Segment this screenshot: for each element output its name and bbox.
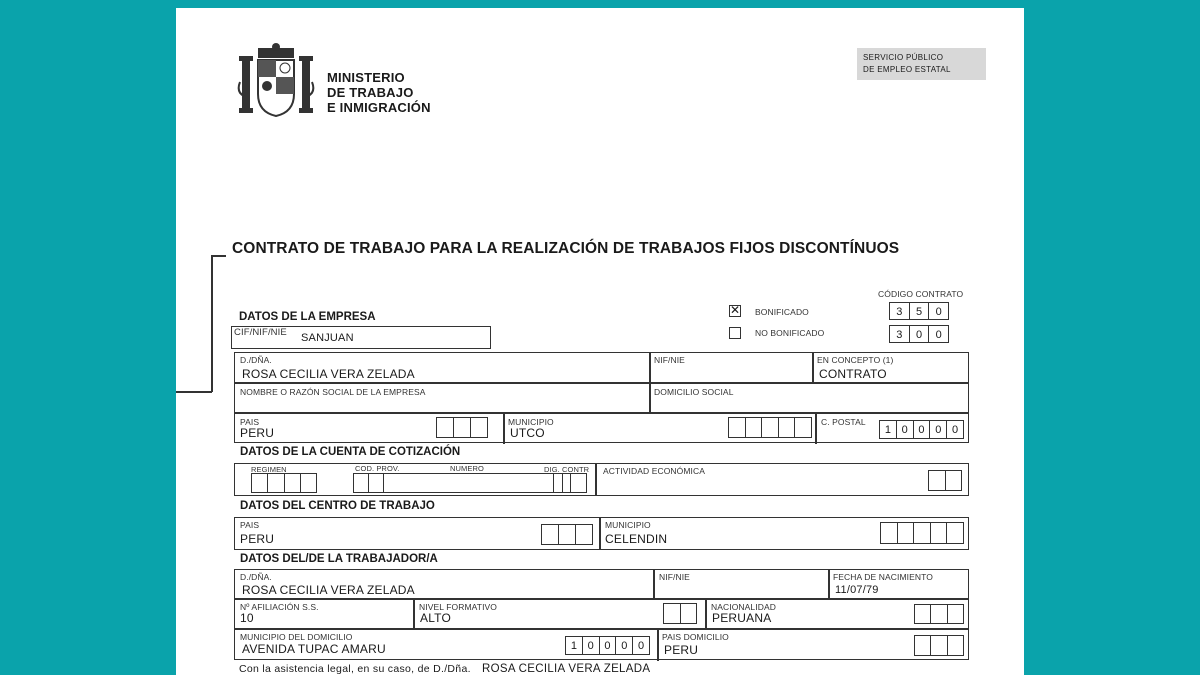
- pais-label: PAIS: [240, 417, 260, 427]
- codprov-label: COD. PROV.: [355, 464, 400, 473]
- coat-of-arms-icon: [236, 42, 316, 126]
- nivel-boxes[interactable]: [663, 603, 697, 624]
- divider: [235, 382, 968, 384]
- cif-label: CIF/NIF/NIE: [234, 327, 287, 338]
- divider: [705, 598, 707, 628]
- concepto-value[interactable]: CONTRATO: [819, 367, 887, 381]
- afiliacion-label: Nº AFILIACIÓN S.S.: [240, 602, 319, 612]
- section-trabajador-title: DATOS DEL/DE LA TRABAJADOR/A: [240, 553, 438, 565]
- nivel-formativo-value[interactable]: ALTO: [420, 611, 452, 625]
- empresa-municipio-value[interactable]: UTCO: [510, 426, 545, 440]
- divider: [812, 353, 814, 382]
- digit: 3: [890, 326, 910, 342]
- document-page: [176, 8, 1024, 675]
- asistencia-prefix: Con la asistencia legal, en su caso, de D./Dña.: [239, 663, 471, 675]
- digit: 0: [583, 637, 600, 654]
- section-cotizacion-title: DATOS DE LA CUENTA DE COTIZACIÓN: [240, 446, 461, 458]
- nacionalidad-value[interactable]: PERUANA: [712, 611, 772, 625]
- digit: 0: [638, 640, 645, 652]
- trab-dna-value[interactable]: ROSA CECILIA VERA ZELADA: [242, 583, 415, 597]
- concepto-label: EN CONCEPTO (1): [817, 355, 894, 365]
- empresa-dna-value[interactable]: ROSA CECILIA VERA ZELADA: [242, 367, 415, 381]
- section-centro-title: DATOS DEL CENTRO DE TRABAJO: [240, 500, 435, 512]
- pais-domicilio-label: PAIS DOMICILIO: [662, 632, 729, 642]
- digit: 0: [914, 421, 931, 438]
- domicilio-social-label: DOMICILIO SOCIAL: [654, 387, 734, 397]
- numero-label: NUMERO: [450, 464, 484, 473]
- actividad-boxes[interactable]: [928, 470, 962, 491]
- nif-label: NIF/NIE: [654, 355, 685, 365]
- ministry-line-2: DE TRABAJO: [327, 85, 414, 100]
- centro-pais-value[interactable]: PERU: [240, 532, 275, 546]
- actividad-label: ACTIVIDAD ECONÓMICA: [603, 466, 706, 476]
- digit: 0: [600, 637, 617, 654]
- cif-value: SANJUAN: [301, 332, 354, 344]
- digcontr-boxes[interactable]: [553, 473, 587, 493]
- dna-label: D./DÑA.: [240, 355, 272, 365]
- municipio-code-boxes[interactable]: [728, 417, 812, 438]
- pais-domicilio-value[interactable]: PERU: [664, 643, 699, 657]
- no-bonificado-checkbox[interactable]: [729, 327, 741, 339]
- divider: [653, 570, 655, 598]
- divider: [413, 598, 415, 628]
- asistencia-line: [239, 663, 650, 675]
- codigo-bonificado-digits[interactable]: [889, 302, 949, 320]
- digit: 0: [616, 637, 633, 654]
- divider: [649, 382, 651, 412]
- centro-municipio-boxes[interactable]: [880, 522, 964, 544]
- ministry-line-1: MINISTERIO: [327, 70, 405, 85]
- service-badge: [857, 48, 986, 80]
- page-title: CONTRATO DE TRABAJO PARA LA REALIZACIÓN DE TRABAJOS FIJOS DISCONTÍNUOS: [232, 240, 900, 257]
- bonificado-checkbox[interactable]: ✕: [730, 303, 741, 317]
- trab-nif-label: NIF/NIE: [659, 572, 690, 582]
- digit: 0: [910, 326, 930, 342]
- ministry-line-3: E INMIGRACIÓN: [327, 100, 431, 115]
- divider: [235, 598, 968, 600]
- fecha-nacimiento-label: FECHA DE NACIMIENTO: [833, 572, 933, 582]
- regimen-boxes[interactable]: [251, 473, 317, 493]
- bonificado-label: BONIFICADO: [755, 307, 809, 317]
- regimen-label: REGIMEN: [251, 465, 287, 474]
- divider: [599, 518, 601, 549]
- centro-municipio-label: MUNICIPIO: [605, 520, 651, 530]
- digit: 0: [952, 424, 959, 436]
- cotizacion-grid: [234, 463, 969, 496]
- cpostal-label: C. POSTAL: [821, 417, 866, 427]
- cuenta-numero-boxes[interactable]: [353, 473, 563, 493]
- asistencia-value[interactable]: ROSA CECILIA VERA ZELADA: [482, 663, 651, 675]
- ministry-name: [327, 70, 431, 115]
- centro-pais-label: PAIS: [240, 520, 260, 530]
- trab-cp-digits[interactable]: [565, 636, 650, 655]
- divider: [503, 412, 505, 444]
- codigo-contrato-label: CÓDIGO CONTRATO: [878, 289, 964, 299]
- digit: 0: [897, 421, 914, 438]
- nacionalidad-boxes[interactable]: [914, 604, 964, 624]
- divider: [235, 628, 968, 630]
- cpostal-digits[interactable]: [879, 420, 964, 439]
- divider: [649, 353, 651, 382]
- nacionalidad-label: NACIONALIDAD: [711, 602, 776, 612]
- centro-grid: [234, 517, 969, 550]
- divider: [657, 628, 659, 661]
- cif-field[interactable]: [231, 326, 491, 349]
- trab-dna-label: D./DÑA.: [240, 572, 272, 582]
- digcontr-label: DIG. CONTR: [544, 465, 590, 474]
- bracket-bottom: [176, 391, 212, 393]
- section-empresa-title: DATOS DE LA EMPRESA: [239, 311, 376, 323]
- pais-code-boxes[interactable]: [436, 417, 488, 438]
- divider: [595, 464, 597, 495]
- bracket-top: [211, 255, 226, 257]
- divider: [235, 412, 968, 414]
- no-bonificado-label: NO BONIFICADO: [755, 328, 825, 338]
- afiliacion-value[interactable]: 10: [240, 611, 254, 625]
- digit: 0: [935, 329, 942, 341]
- codigo-no-bonificado-digits[interactable]: [889, 325, 949, 343]
- fecha-nacimiento-value[interactable]: 11/07/79: [835, 584, 879, 596]
- bracket-line: [211, 256, 213, 392]
- nivel-formativo-label: NIVEL FORMATIVO: [419, 602, 498, 612]
- digit: 1: [566, 637, 583, 654]
- digit: 1: [880, 421, 897, 438]
- digit: 5: [910, 303, 930, 319]
- razon-social-label: NOMBRE O RAZÓN SOCIAL DE LA EMPRESA: [240, 387, 426, 397]
- divider: [828, 570, 830, 598]
- trabajador-grid: [234, 569, 969, 660]
- service-line-2: DE EMPLEO ESTATAL: [863, 65, 951, 74]
- centro-municipio-value[interactable]: CELENDIN: [605, 532, 668, 546]
- empresa-grid: [234, 352, 969, 443]
- pais-domicilio-boxes[interactable]: [914, 635, 964, 656]
- centro-pais-boxes[interactable]: [541, 524, 593, 545]
- digit: 3: [890, 303, 910, 319]
- digit: 0: [935, 306, 942, 318]
- municipio-domicilio-value[interactable]: AVENIDA TUPAC AMARU: [242, 642, 386, 656]
- digit: 0: [930, 421, 947, 438]
- service-line-1: SERVICIO PÚBLICO: [863, 53, 944, 62]
- divider: [815, 412, 817, 444]
- municipio-domicilio-label: MUNICIPIO DEL DOMICILIO: [240, 632, 353, 642]
- municipio-label: MUNICIPIO: [508, 417, 554, 427]
- empresa-pais-value[interactable]: PERU: [240, 426, 275, 440]
